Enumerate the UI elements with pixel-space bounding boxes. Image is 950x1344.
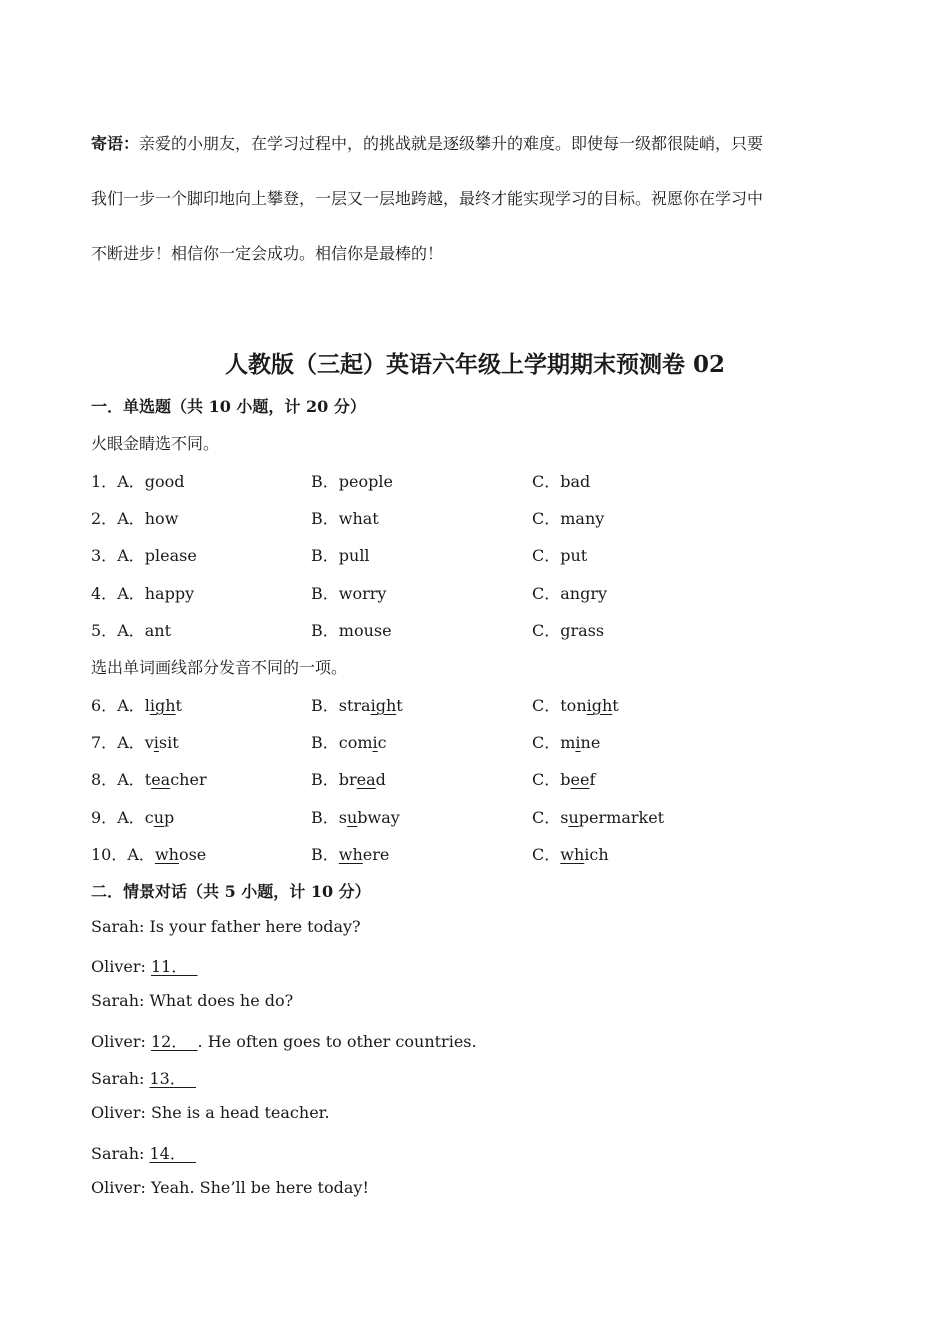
option-c[interactable]: C．grass <box>532 621 605 640</box>
question-row <box>91 805 851 827</box>
answer-blank-12[interactable]: 12． <box>150 1032 198 1051</box>
option-c[interactable]: C．which <box>532 845 609 864</box>
option-b[interactable]: B．pull <box>311 546 370 565</box>
option-b[interactable]: B．what <box>311 509 379 528</box>
option-c[interactable]: C．tonight <box>532 696 619 715</box>
section-1-instruction-1: 火眼金睛选不同。 <box>91 434 220 453</box>
dialogue-line: Oliver: She is a head teacher. <box>91 1103 330 1122</box>
option-a[interactable]: 1．A．good <box>91 472 185 491</box>
option-b[interactable]: B．straight <box>311 696 403 715</box>
page-title: 人教版（三起）英语六年级上学期期末预测卷 02 <box>224 351 725 378</box>
section-2-heading: 二．情景对话（共 5 小题，计 10 分） <box>91 882 371 901</box>
option-a[interactable]: 3．A．please <box>91 546 197 565</box>
question-row <box>91 730 851 752</box>
option-a[interactable]: 9．A．cup <box>91 808 175 827</box>
option-b[interactable]: B．people <box>311 472 393 491</box>
option-b[interactable]: B．where <box>311 845 390 864</box>
dialogue-line: Sarah: What does he do? <box>91 991 294 1010</box>
option-a[interactable]: 5．A．ant <box>91 621 172 640</box>
option-a[interactable]: 7．A．visit <box>91 733 179 752</box>
question-row <box>91 767 851 789</box>
section-1-instruction-2: 选出单词画线部分发音不同的一项。 <box>91 658 348 677</box>
option-b[interactable]: B．worry <box>311 584 387 603</box>
option-c[interactable]: C．beef <box>532 770 596 789</box>
question-row <box>91 506 851 528</box>
option-c[interactable]: C．bad <box>532 472 591 491</box>
question-row <box>91 618 851 640</box>
dialogue-line: Sarah: 14． <box>91 1144 197 1163</box>
intro-line-3: 不断进步！相信你一定会成功。相信你是最棒的！ <box>91 244 444 263</box>
option-b[interactable]: B．comic <box>311 733 387 752</box>
option-a[interactable]: 8．A．teacher <box>91 770 207 789</box>
answer-blank-11[interactable]: 11． <box>150 957 198 976</box>
option-c[interactable]: C．supermarket <box>532 808 665 827</box>
question-row <box>91 469 851 491</box>
option-c[interactable]: C．put <box>532 546 588 565</box>
option-c[interactable]: C．many <box>532 509 605 528</box>
section-1-heading: 一．单选题（共 10 小题，计 20 分） <box>91 397 366 416</box>
intro-text-1: 亲爱的小朋友，在学习过程中，的挑战就是逐级攀升的难度。即使每一级都很陡峭，只要 <box>139 134 764 153</box>
answer-blank-14[interactable]: 14． <box>149 1144 197 1163</box>
option-c[interactable]: C．angry <box>532 584 608 603</box>
dialogue-line: Sarah: 13． <box>91 1069 197 1088</box>
question-row <box>91 693 851 715</box>
option-a[interactable]: 10．A．whose <box>91 845 207 864</box>
dialogue-line: Oliver: 12． . He often goes to other countries. <box>91 1032 477 1051</box>
option-a[interactable]: 6．A．light <box>91 696 182 715</box>
answer-blank-13[interactable]: 13． <box>149 1069 197 1088</box>
option-a[interactable]: 4．A．happy <box>91 584 195 603</box>
intro-label: 寄语： <box>91 134 140 153</box>
option-b[interactable]: B．mouse <box>311 621 392 640</box>
option-b[interactable]: B．bread <box>311 770 386 789</box>
option-b[interactable]: B．subway <box>311 808 400 827</box>
intro-line-2: 我们一步一个脚印地向上攀登，一层又一层地跨越，最终才能实现学习的目标。祝愿你在学习中 <box>91 189 764 208</box>
question-row <box>91 842 851 864</box>
intro-line-1 <box>91 134 821 154</box>
option-a[interactable]: 2．A．how <box>91 509 179 528</box>
question-row <box>91 543 851 565</box>
dialogue-line: Oliver: Yeah. She’ll be here today! <box>91 1178 369 1197</box>
question-row <box>91 581 851 603</box>
dialogue-line: Sarah: Is your father here today? <box>91 917 361 936</box>
option-c[interactable]: C．mine <box>532 733 601 752</box>
dialogue-line: Oliver: 11． <box>91 957 198 976</box>
